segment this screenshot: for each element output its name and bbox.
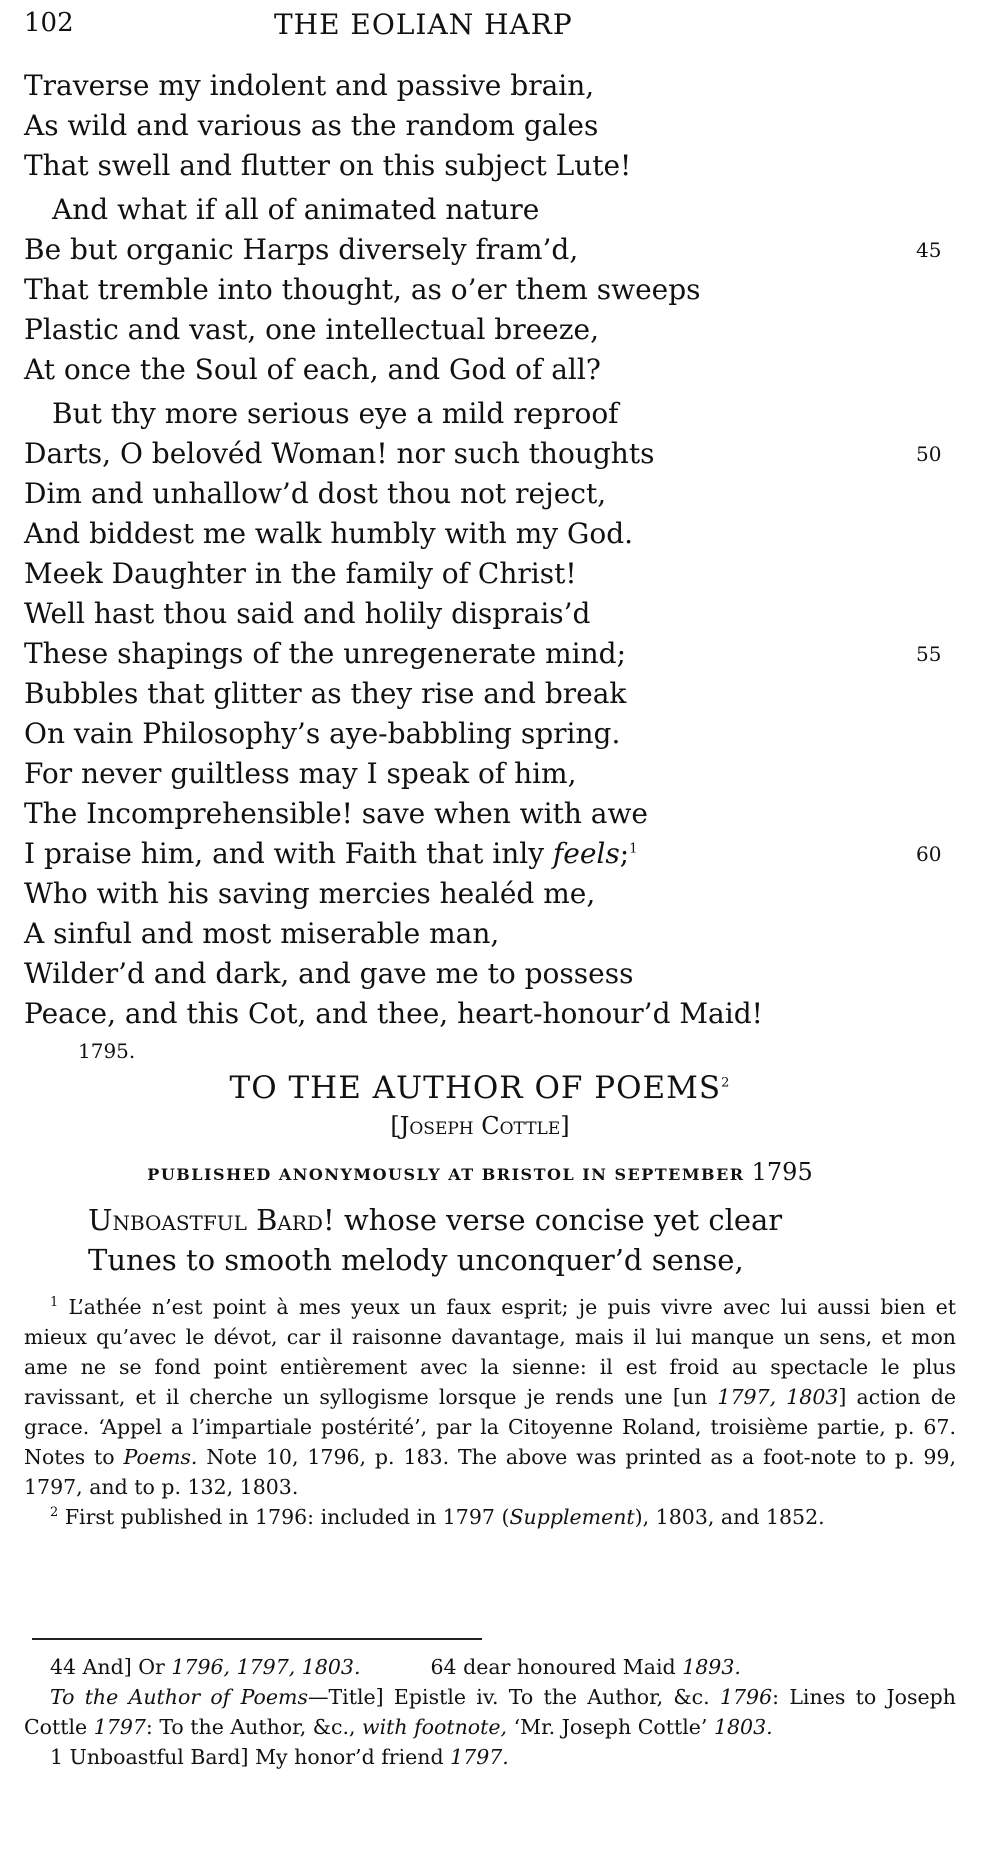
- variant-line-44-64: [24, 1652, 956, 1682]
- publication-year: 1795: [751, 1158, 813, 1186]
- poem-line-text: These shapings of the unregenerate mind;: [24, 637, 627, 670]
- poem-line-text: ! whose verse concise yet clear: [322, 1203, 783, 1237]
- variant-italic: 1797: [93, 1715, 146, 1739]
- footnote-text: ), 1803, and 1852.: [634, 1505, 825, 1529]
- poem-line: Wilder’d and dark, and gave me to possess: [24, 957, 634, 990]
- poem-line: Traverse my indolent and passive brain,: [24, 69, 595, 102]
- poem-line: Bubbles that glitter as they rise and break: [24, 677, 627, 710]
- poem-line-60: [24, 834, 942, 874]
- poem-line: Meek Daughter in the family of Christ!: [24, 557, 577, 590]
- poem2-line-1: [88, 1200, 948, 1240]
- page-number: 102: [24, 8, 74, 38]
- variant-italic: 1893.: [682, 1655, 741, 1679]
- footnote-mark: 2: [50, 1505, 59, 1521]
- poem2-publication-note: [0, 1158, 960, 1186]
- poem-line: At once the Soul of each, and God of all?: [24, 353, 601, 386]
- poem2-title-text: TO THE AUTHOR OF POEMS: [229, 1070, 722, 1106]
- poem-line: That tremble into thought, as o’er them sweeps: [24, 273, 701, 306]
- variant-italic: 1796, 1797, 1803.: [171, 1655, 361, 1679]
- poem-line: The Incomprehensible! save when with awe: [24, 797, 648, 830]
- footnote-italic: Supplement: [509, 1505, 635, 1529]
- variant-text: : To the Author, &c.,: [145, 1715, 356, 1739]
- variant-line-1: [24, 1742, 956, 1772]
- footnote-text: First published in 1796: included in 1797 (: [64, 1505, 510, 1529]
- small-caps-opening: Unboastful Bard: [88, 1203, 323, 1237]
- variant-text: 64 dear honoured Maid: [430, 1655, 676, 1679]
- poem-eolian-harp: [24, 66, 942, 1068]
- footnote-1: [24, 1292, 956, 1502]
- poem-line-50: [24, 434, 942, 474]
- footnote-text: L’athée n’est point à mes yeux un faux esprit; je puis vivre avec lui aussi bien et mieux qu’avec le dévot, car il raisonne davantage, mais il lui manque un sens, et mon ame ne se fond point entièrement avec la sienne: il est froid au spectacle le plus ravissant, et il cherche un syllogisme lorsque je rends une [un: [24, 1295, 956, 1409]
- poem-line: And what if all of animated nature: [52, 193, 540, 226]
- poem-line: That swell and flutter on this subject Lute!: [24, 149, 632, 182]
- variant-text: ‘Mr. Joseph Cottle’: [513, 1715, 708, 1739]
- poem-line-55: [24, 634, 942, 674]
- textual-variants: [24, 1652, 956, 1772]
- poem-line: Well hast thou said and holily disprais’d: [24, 597, 591, 630]
- footnote-ref[interactable]: 2: [721, 1075, 731, 1091]
- poem2-subtitle: [Joseph Cottle]: [390, 1112, 570, 1140]
- line-number: 45: [916, 238, 942, 262]
- variant-italic: with footnote,: [362, 1715, 508, 1739]
- poem-line: Who with his saving mercies healéd me,: [24, 877, 596, 910]
- variant-italic: 1796: [719, 1685, 773, 1709]
- poem-line: But thy more serious eye a mild reproof: [52, 397, 619, 430]
- punctuation: ;: [619, 837, 630, 870]
- poem-line-text: I praise him, and with Faith that inly: [24, 837, 545, 870]
- line-number: 60: [916, 842, 942, 866]
- poem-line: A sinful and most miserable man,: [24, 917, 500, 950]
- poem-line: Plastic and vast, one intellectual breeze,: [24, 313, 599, 346]
- running-header: [24, 8, 794, 44]
- poem-line: On vain Philosophy’s aye-babbling spring.: [24, 717, 621, 750]
- poem-line: As wild and various as the random gales: [24, 109, 599, 142]
- footnote-mark: 1: [50, 1295, 59, 1311]
- variant-text: : Lines to Joseph Cottle: [24, 1685, 956, 1739]
- poem-date: 1795.: [78, 1039, 136, 1063]
- poem-line: For never guiltless may I speak of him,: [24, 757, 577, 790]
- poem-line: Dim and unhallow’d dost thou not reject,: [24, 477, 607, 510]
- variant-italic: To the Author of Poems: [50, 1685, 308, 1709]
- poem2-lines: [88, 1200, 948, 1280]
- footnote-ref[interactable]: 1: [629, 841, 638, 857]
- footnote-italic: Poems.: [123, 1445, 198, 1469]
- variant-italic: 1803.: [713, 1715, 773, 1739]
- line-number: 55: [916, 642, 942, 666]
- footnote-divider: [32, 1638, 482, 1640]
- running-title: THE EOLIAN HARP: [274, 8, 573, 41]
- poem-line-text: Be but organic Harps diversely fram’d,: [24, 233, 579, 266]
- poem-line-text: Darts, O belovéd Woman! nor such thoughts: [24, 437, 655, 470]
- footnote-text: ] action de grace. ‘Appel a l’impartiale postérité’, par la Citoyenne Roland, troisième partie, p. 67. Notes to: [24, 1385, 956, 1469]
- poem-line: Peace, and this Cot, and thee, heart-honour’d Maid!: [24, 997, 763, 1030]
- variant-italic: 1797.: [450, 1745, 509, 1769]
- footnote-2: [24, 1502, 956, 1532]
- variant-title: [24, 1682, 956, 1742]
- poem-line-45: [24, 230, 942, 270]
- footnotes: [24, 1292, 956, 1532]
- footnote-italic: 1797, 1803: [717, 1385, 839, 1409]
- variant-text: 44 And] Or: [50, 1655, 165, 1679]
- footnote-text: Note 10, 1796, p. 183. The above was printed as a foot-note to p. 99, 1797, and to p. 132, 1803.: [24, 1445, 956, 1499]
- poem2-title: [0, 1070, 960, 1106]
- publication-text: PUBLISHED ANONYMOUSLY AT BRISTOL IN SEPTEMBER: [147, 1165, 745, 1184]
- poem-line: And biddest me walk humbly with my God.: [24, 517, 634, 550]
- italic-word: feels: [552, 837, 620, 870]
- variant-text: 1 Unboastful Bard] My honor’d friend: [50, 1745, 444, 1769]
- poem2-line-2: Tunes to smooth melody unconquer’d sense,: [88, 1243, 744, 1277]
- variant-text: —Title] Epistle iv. To the Author, &c.: [308, 1685, 710, 1709]
- line-number: 50: [916, 442, 942, 466]
